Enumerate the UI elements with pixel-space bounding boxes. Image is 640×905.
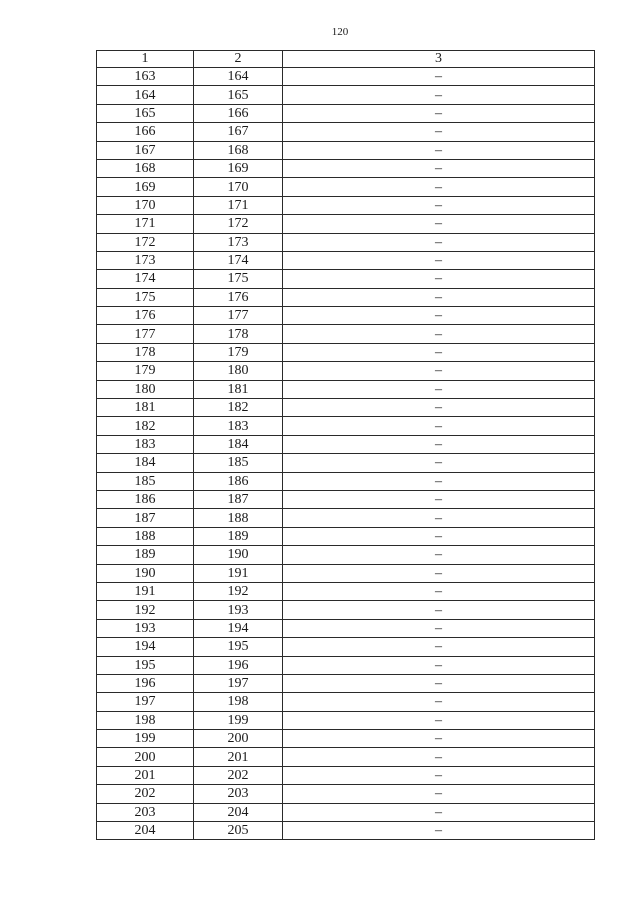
table-cell: 180 — [194, 362, 283, 380]
column-header: 2 — [194, 51, 283, 68]
table-row — [97, 141, 595, 159]
table-cell: 195 — [97, 656, 194, 674]
table-row — [97, 693, 595, 711]
table-cell: 195 — [194, 638, 283, 656]
table-cell: 203 — [194, 785, 283, 803]
table-cell: – — [283, 68, 595, 86]
table-cell: 172 — [194, 215, 283, 233]
table-cell: – — [283, 527, 595, 545]
table-cell: 201 — [97, 766, 194, 784]
table-cell: – — [283, 619, 595, 637]
table-cell: – — [283, 270, 595, 288]
table-cell: 196 — [194, 656, 283, 674]
page-number: 120 — [331, 26, 349, 38]
table-cell: 187 — [194, 490, 283, 508]
table-row — [97, 380, 595, 398]
table-cell: 197 — [97, 693, 194, 711]
table-row — [97, 435, 595, 453]
table-cell: 182 — [97, 417, 194, 435]
table-cell: – — [283, 417, 595, 435]
table-cell: 178 — [194, 325, 283, 343]
table-cell: 168 — [97, 159, 194, 177]
table-row — [97, 362, 595, 380]
table-row — [97, 711, 595, 729]
table-cell: 190 — [194, 546, 283, 564]
table-cell: 167 — [194, 123, 283, 141]
table-cell: – — [283, 435, 595, 453]
table-cell: – — [283, 307, 595, 325]
table-row — [97, 490, 595, 508]
table-cell: – — [283, 288, 595, 306]
table-cell: 183 — [194, 417, 283, 435]
table-cell: 171 — [97, 215, 194, 233]
table-cell: 202 — [194, 766, 283, 784]
table-cell: 199 — [194, 711, 283, 729]
table-row — [97, 270, 595, 288]
table-cell: 165 — [97, 104, 194, 122]
table-cell: 202 — [97, 785, 194, 803]
table-row — [97, 656, 595, 674]
table-cell: 192 — [194, 582, 283, 600]
data-table — [96, 50, 595, 840]
table-cell: 192 — [97, 601, 194, 619]
table-cell: 170 — [97, 196, 194, 214]
table-cell: 164 — [194, 68, 283, 86]
table-cell: – — [283, 86, 595, 104]
table-cell: – — [283, 490, 595, 508]
table-cell: – — [283, 104, 595, 122]
table-row — [97, 546, 595, 564]
table-cell: 179 — [194, 343, 283, 361]
table-cell: – — [283, 454, 595, 472]
table-header-row — [97, 51, 595, 68]
table-cell: 194 — [97, 638, 194, 656]
table-cell: 183 — [97, 435, 194, 453]
table-cell: 177 — [194, 307, 283, 325]
table-cell: 187 — [97, 509, 194, 527]
table-cell: 200 — [194, 730, 283, 748]
table-cell: 189 — [194, 527, 283, 545]
table-row — [97, 417, 595, 435]
table-cell: – — [283, 178, 595, 196]
table-cell: – — [283, 601, 595, 619]
table-cell: 193 — [194, 601, 283, 619]
table-cell: – — [283, 233, 595, 251]
table-row — [97, 159, 595, 177]
table-cell: 198 — [194, 693, 283, 711]
table-cell: 196 — [97, 674, 194, 692]
table-cell: 184 — [97, 454, 194, 472]
table-cell: 169 — [97, 178, 194, 196]
table-cell: 172 — [97, 233, 194, 251]
table-cell: 185 — [194, 454, 283, 472]
column-header: 1 — [97, 51, 194, 68]
table-cell: 193 — [97, 619, 194, 637]
table-row — [97, 288, 595, 306]
table-cell: – — [283, 141, 595, 159]
table-cell: 188 — [194, 509, 283, 527]
table-cell: 199 — [97, 730, 194, 748]
table-cell: 176 — [97, 307, 194, 325]
table-row — [97, 674, 595, 692]
table-row — [97, 638, 595, 656]
table-cell: 173 — [97, 251, 194, 269]
table-row — [97, 454, 595, 472]
table-row — [97, 343, 595, 361]
table-row — [97, 399, 595, 417]
table-cell: – — [283, 803, 595, 821]
table-cell: 181 — [97, 399, 194, 417]
table-cell: 171 — [194, 196, 283, 214]
table-cell: – — [283, 380, 595, 398]
table-cell: 177 — [97, 325, 194, 343]
table-cell: – — [283, 215, 595, 233]
table-cell: – — [283, 564, 595, 582]
table-cell: – — [283, 472, 595, 490]
table-cell: 205 — [194, 822, 283, 840]
table-row — [97, 307, 595, 325]
table-cell: – — [283, 822, 595, 840]
table-cell: 163 — [97, 68, 194, 86]
table-cell: 176 — [194, 288, 283, 306]
table-cell: – — [283, 711, 595, 729]
table-cell: 198 — [97, 711, 194, 729]
table-cell: – — [283, 766, 595, 784]
table-row — [97, 582, 595, 600]
table-cell: 170 — [194, 178, 283, 196]
table-cell: 204 — [194, 803, 283, 821]
table-row — [97, 748, 595, 766]
table-cell: 166 — [97, 123, 194, 141]
table-cell: 173 — [194, 233, 283, 251]
table-row — [97, 472, 595, 490]
table-cell: – — [283, 196, 595, 214]
table-cell: 167 — [97, 141, 194, 159]
table-cell: – — [283, 159, 595, 177]
table-cell: 182 — [194, 399, 283, 417]
table-cell: – — [283, 362, 595, 380]
table-cell: 200 — [97, 748, 194, 766]
table-row — [97, 104, 595, 122]
table-cell: 168 — [194, 141, 283, 159]
table-cell: 175 — [97, 288, 194, 306]
table-row — [97, 178, 595, 196]
table-cell: 184 — [194, 435, 283, 453]
table-cell: – — [283, 656, 595, 674]
table-cell: 180 — [97, 380, 194, 398]
table-cell: – — [283, 582, 595, 600]
table-row — [97, 215, 595, 233]
table-cell: – — [283, 785, 595, 803]
table-cell: 174 — [97, 270, 194, 288]
table-cell: 178 — [97, 343, 194, 361]
table-row — [97, 233, 595, 251]
table-row — [97, 123, 595, 141]
table-cell: – — [283, 123, 595, 141]
table-row — [97, 803, 595, 821]
table-row — [97, 564, 595, 582]
table-cell: – — [283, 509, 595, 527]
table-cell: – — [283, 546, 595, 564]
table-cell: 189 — [97, 546, 194, 564]
table-cell: 188 — [97, 527, 194, 545]
table-row — [97, 86, 595, 104]
table-cell: 185 — [97, 472, 194, 490]
table-cell: 175 — [194, 270, 283, 288]
table-row — [97, 196, 595, 214]
table-row — [97, 325, 595, 343]
table-cell: 190 — [97, 564, 194, 582]
table-cell: – — [283, 399, 595, 417]
table-cell: – — [283, 325, 595, 343]
table-row — [97, 822, 595, 840]
table-cell: 203 — [97, 803, 194, 821]
column-header: 3 — [283, 51, 595, 68]
table-cell: – — [283, 748, 595, 766]
table-row — [97, 527, 595, 545]
table-cell: 164 — [97, 86, 194, 104]
table-cell: – — [283, 674, 595, 692]
table-row — [97, 68, 595, 86]
table-cell: – — [283, 638, 595, 656]
table-cell: 169 — [194, 159, 283, 177]
table-cell: 174 — [194, 251, 283, 269]
table-cell: 194 — [194, 619, 283, 637]
table-cell: 186 — [97, 490, 194, 508]
table-cell: – — [283, 251, 595, 269]
table-row — [97, 730, 595, 748]
table-row — [97, 619, 595, 637]
table-body — [97, 68, 595, 840]
table-cell: 181 — [194, 380, 283, 398]
table-cell: 191 — [194, 564, 283, 582]
table-cell: 186 — [194, 472, 283, 490]
table-cell: 166 — [194, 104, 283, 122]
table-cell: 191 — [97, 582, 194, 600]
table-cell: 197 — [194, 674, 283, 692]
table-cell: – — [283, 730, 595, 748]
table-cell: 201 — [194, 748, 283, 766]
table-cell: – — [283, 693, 595, 711]
table-cell: 165 — [194, 86, 283, 104]
table-cell: 179 — [97, 362, 194, 380]
table-row — [97, 509, 595, 527]
table-cell: 204 — [97, 822, 194, 840]
table-row — [97, 251, 595, 269]
table-row — [97, 785, 595, 803]
table-row — [97, 766, 595, 784]
table-row — [97, 601, 595, 619]
table-cell: – — [283, 343, 595, 361]
